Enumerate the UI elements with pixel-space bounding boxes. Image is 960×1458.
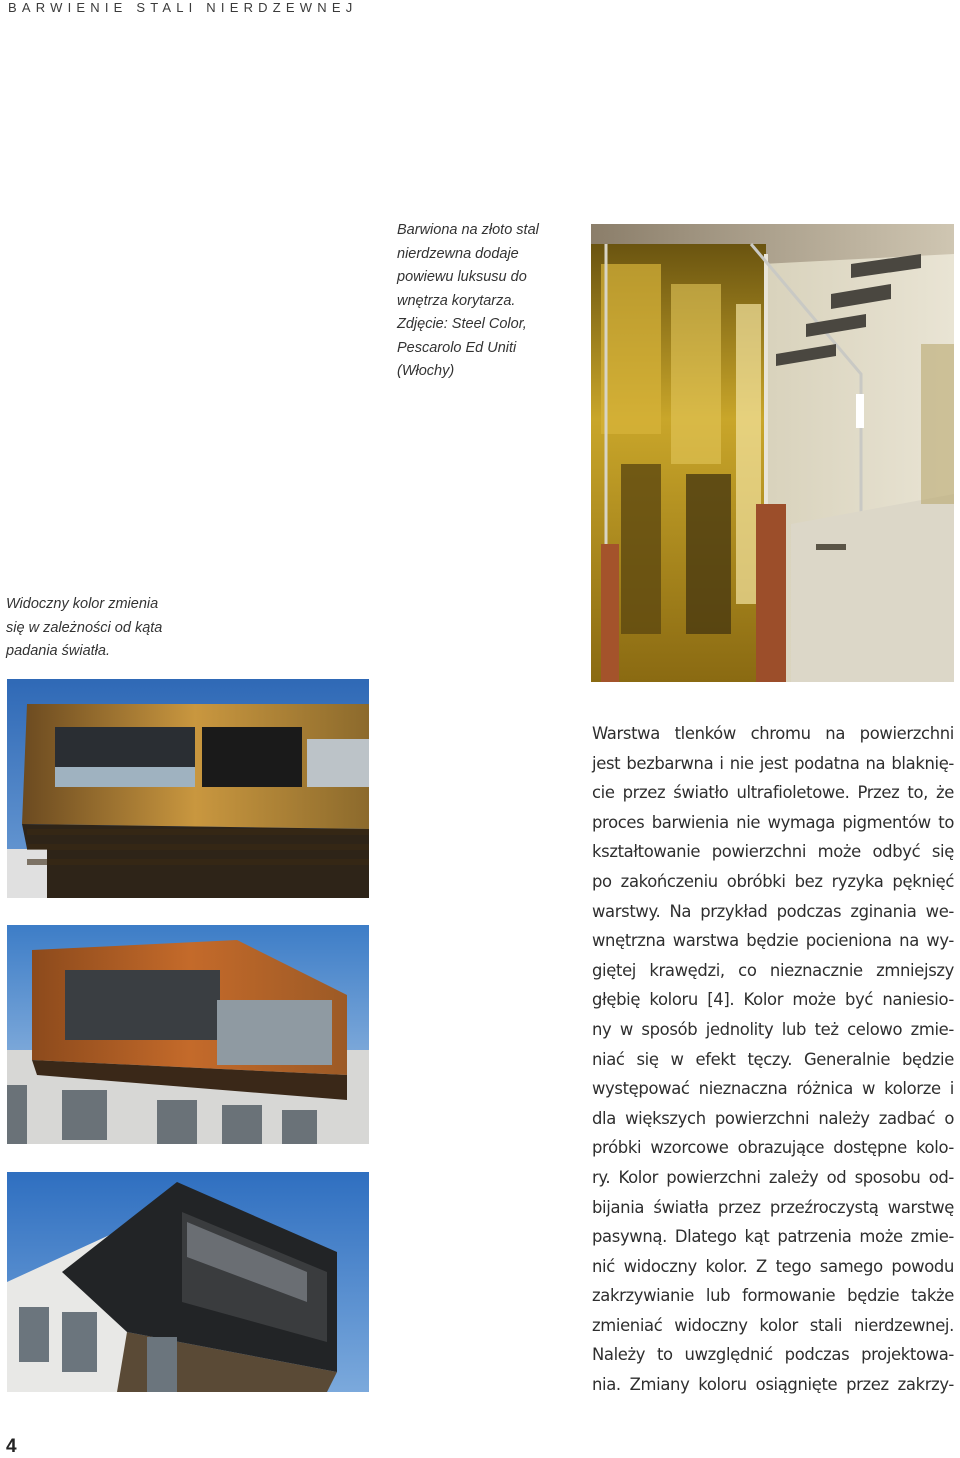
caption-line: padania światła.	[6, 643, 110, 659]
page-number: 4	[6, 1436, 17, 1457]
running-header: BARWIENIE STALI NIERDZEWNEJ	[8, 0, 358, 15]
body-line: warstwy. Na przykład podczas zginania we-	[592, 901, 954, 921]
body-line: kształtowanie powierzchni może odbyć się	[592, 842, 954, 862]
body-line: niać się w efekt tęczy. Generalnie będzie	[592, 1049, 954, 1069]
body-line: nia. Zmiany koloru osiągnięte przez zakrzy-	[592, 1375, 954, 1395]
caption-line: wnętrza korytarza.	[397, 292, 516, 309]
body-line: próbki wzorcowe obrazujące dostępne kolo-	[592, 1138, 954, 1158]
body-line: pasywną. Dlatego kąt patrzenia może zmie-	[592, 1227, 954, 1247]
body-line: głębię koloru [4]. Kolor może być naniesio-	[592, 990, 954, 1010]
body-line: Należy to uwzględnić podczas projektowa-	[592, 1345, 954, 1365]
caption-line: (Włochy)	[397, 363, 455, 379]
body-line: wnętrzna warstwa będzie pocieniona na wy-	[592, 931, 954, 951]
caption-line: nierdzewna dodaje	[397, 245, 519, 262]
body-line: proces barwienia nie wymaga pigmentów to	[592, 812, 954, 832]
photo-building-bronze-facade	[7, 679, 369, 898]
caption-line: się w zależności od kąta	[6, 619, 163, 636]
body-paragraph	[592, 719, 954, 1400]
caption-line: Zdjęcie: Steel Color,	[397, 316, 527, 332]
body-line: Warstwa tlenków chromu na powierzchni	[592, 724, 954, 743]
body-line: ry. Kolor powierzchni zależy od sposobu od-	[592, 1167, 954, 1187]
caption-building-photos	[6, 593, 186, 664]
body-line: występować nieznaczna różnica w kolorze i	[592, 1079, 954, 1099]
photo-gold-steel-corridor	[591, 224, 954, 682]
body-line: dla większych powierzchni należy zadbać o	[592, 1108, 954, 1128]
body-line: po zakończeniu obróbki bez ryzyka pęknięć	[592, 871, 954, 891]
body-line: cie przez światło ultrafioletowe. Przez to, że	[592, 783, 954, 803]
body-line: giętej krawędzi, co nieznacznie zmniejszy	[592, 960, 954, 980]
caption-line: Widoczny kolor zmienia	[6, 596, 159, 612]
caption-line: powiewu luksusu do	[397, 269, 527, 285]
body-line: jest bezbarwna i nie jest podatna na blaknię-	[592, 753, 954, 773]
photo-building-copper-facade	[7, 925, 369, 1144]
caption-line: Barwiona na złoto stal	[397, 222, 539, 238]
caption-line: Pescarolo Ed Uniti	[397, 339, 517, 356]
body-line: nić widoczny kolor. Z tego samego powodu	[592, 1256, 954, 1276]
body-line: bijania światła przez przeźroczystą warstwę	[592, 1197, 954, 1217]
body-line: zakrzywianie lub formowanie będzie także	[592, 1286, 954, 1306]
photo-building-dark-facade	[7, 1172, 369, 1392]
caption-interior-photo	[397, 219, 567, 384]
body-line: zmieniać widoczny kolor stali nierdzewnej.	[592, 1315, 954, 1335]
body-line: ny w sposób jednolity lub też celowo zmie-	[592, 1019, 954, 1039]
